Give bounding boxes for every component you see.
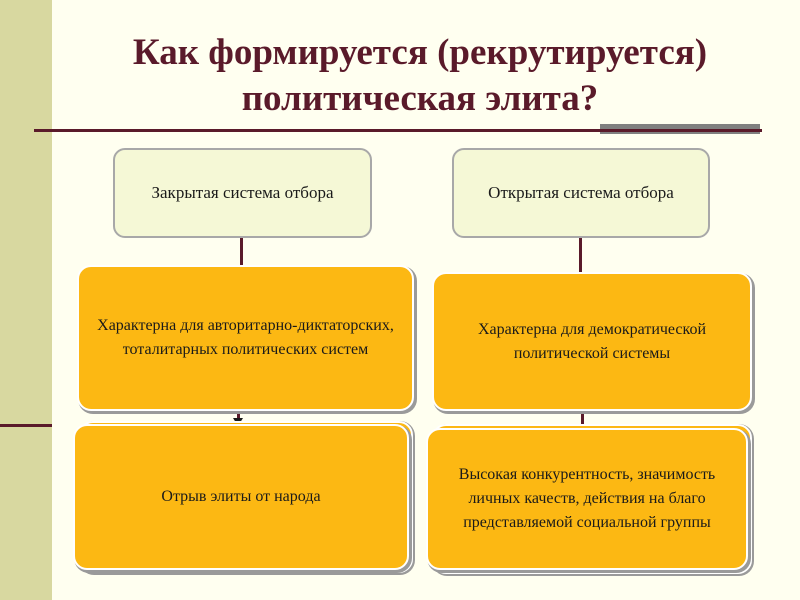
closed-system-description-text: Характерна для авторитарно-диктаторских, тоталитарных политических систем <box>97 317 394 358</box>
closed-system-header <box>113 148 372 238</box>
open-system-result <box>426 428 748 570</box>
connector-left-top <box>240 237 243 267</box>
connector-right-top <box>579 236 582 272</box>
closed-system-header-label: Закрытая система отбора <box>151 183 334 202</box>
slide-title <box>60 30 780 122</box>
open-system-description-text: Характерна для демократической политической системы <box>477 320 707 362</box>
open-system-header <box>452 148 710 238</box>
open-system-header-label: Открытая система отбора <box>488 183 674 202</box>
title-line-1: Как формируется (рекрутируется) <box>132 32 708 73</box>
sidebar-rule <box>0 424 52 427</box>
closed-system-description <box>77 265 414 411</box>
decorative-sidebar <box>0 0 52 600</box>
closed-system-result <box>73 424 409 570</box>
title-line-2: политическая элита? <box>241 78 599 119</box>
title-rule <box>34 129 762 132</box>
open-system-description <box>432 272 752 411</box>
open-system-result-text: Высокая конкурентность, значимость личных качеств, действия на благо представляемой социальной группы <box>458 466 716 531</box>
closed-system-result-text: Отрыв элиты от народа <box>161 488 321 505</box>
